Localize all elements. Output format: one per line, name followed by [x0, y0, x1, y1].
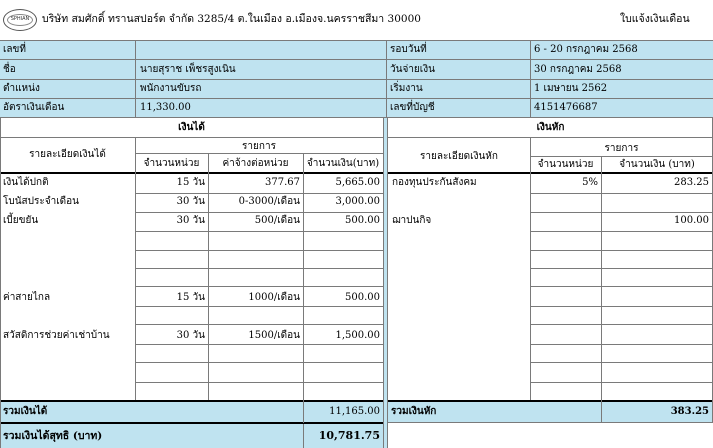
company-logo — [3, 9, 37, 31]
company-name: บริษัท สมศักดิ์ ทรานสปอร์ต จำกัด 3285/4 ต.ในเมือง อ.เมืองจ.นครราชสีมา 30000 — [42, 13, 421, 25]
income-row-units: 15 วัน — [176, 292, 205, 303]
info-value-start-date: 1 เมษายน 2562 — [534, 83, 608, 94]
deduction-row-name: กองทุนประกันสังคม — [392, 177, 477, 188]
deduction-group-header: รายการ — [604, 143, 639, 154]
info-label-start-date: เริ่มงาน — [390, 83, 423, 94]
deduction-total-value: 383.25 — [670, 406, 709, 417]
income-col-rate: ค่าจ้างต่อหน่วย — [222, 158, 289, 169]
deduction-col-amount: จำนวนเงิน (บาท) — [619, 159, 695, 170]
deduction-row-amount: 100.00 — [674, 215, 709, 226]
income-row-name: เบี้ยขยัน — [3, 215, 39, 226]
income-col-units: จำนวนหน่วย — [143, 158, 200, 169]
info-value-pay-date: 30 กรกฎาคม 2568 — [534, 64, 622, 75]
income-row-units: 30 วัน — [176, 215, 205, 226]
info-value-period: 6 - 20 กรกฎาคม 2568 — [534, 44, 638, 55]
info-label-salary: อัตราเงินเดือน — [3, 102, 65, 113]
deduction-title: เงินหัก — [536, 122, 565, 133]
income-row-name: ค่าสายไกล — [3, 292, 51, 303]
document-title: ใบแจ้งเงินเดือน — [620, 13, 690, 25]
income-group-header: รายการ — [242, 141, 276, 152]
net-income-label: รวมเงินได้สุทธิ (บาท) — [3, 430, 103, 442]
income-col-amount: จำนวนเงิน(บาท) — [306, 158, 380, 169]
info-value-position: พนักงานขับรถ — [140, 83, 202, 94]
info-value-name: นายสุราช เพ็ชรสูงเนิน — [140, 64, 236, 75]
income-row-units: 30 วัน — [176, 196, 205, 207]
deduction-row-amount: 283.25 — [674, 177, 709, 188]
logo-text: SPHIAN — [10, 16, 30, 22]
income-row-rate: 1000/เดือน — [248, 292, 300, 303]
income-total-value: 11,165.00 — [329, 406, 380, 417]
income-row-units: 15 วัน — [176, 177, 205, 188]
income-row-name: เงินได้ปกติ — [3, 177, 49, 188]
income-row-rate: 0-3000/เดือน — [238, 196, 300, 207]
info-value-account: 4151476687 — [534, 102, 598, 113]
income-total-label: รวมเงินได้ — [3, 406, 48, 417]
income-row-name: โบนัสประจำเดือน — [3, 196, 79, 207]
income-row-amount: 5,665.00 — [335, 177, 380, 188]
income-row-amount: 500.00 — [345, 215, 380, 226]
income-detail-header: รายละเอียดเงินได้ — [29, 149, 106, 160]
income-row-amount: 1,500.00 — [335, 330, 380, 341]
info-value-salary: 11,330.00 — [140, 102, 191, 113]
info-label-name: ชื่อ — [3, 64, 16, 75]
net-income-value: 10,781.75 — [318, 429, 380, 442]
income-row-amount: 500.00 — [345, 292, 380, 303]
income-row-amount: 3,000.00 — [335, 196, 380, 207]
income-title: เงินได้ — [178, 122, 205, 133]
deduction-row-units: 5% — [582, 177, 598, 188]
income-row-name: สวัสดิการช่วยค่าเช่าบ้าน — [3, 330, 110, 341]
info-label-account: เลขที่บัญชี — [390, 102, 435, 113]
info-label-position: ตำแหน่ง — [3, 83, 40, 94]
info-label-doc-no: เลขที่ — [3, 44, 26, 55]
income-row-rate: 377.67 — [265, 177, 300, 188]
deduction-col-units: จำนวนหน่วย — [537, 159, 594, 170]
info-label-pay-date: วันจ่ายเงิน — [390, 64, 435, 75]
info-label-period: รอบวันที่ — [390, 44, 427, 55]
income-row-units: 30 วัน — [176, 330, 205, 341]
income-row-rate: 1500/เดือน — [248, 330, 300, 341]
deduction-detail-header: รายละเอียดเงินหัก — [420, 151, 498, 162]
deduction-row-name: ฌาปนกิจ — [392, 215, 432, 226]
deduction-total-label: รวมเงินหัก — [391, 406, 437, 417]
income-row-rate: 500/เดือน — [254, 215, 300, 226]
